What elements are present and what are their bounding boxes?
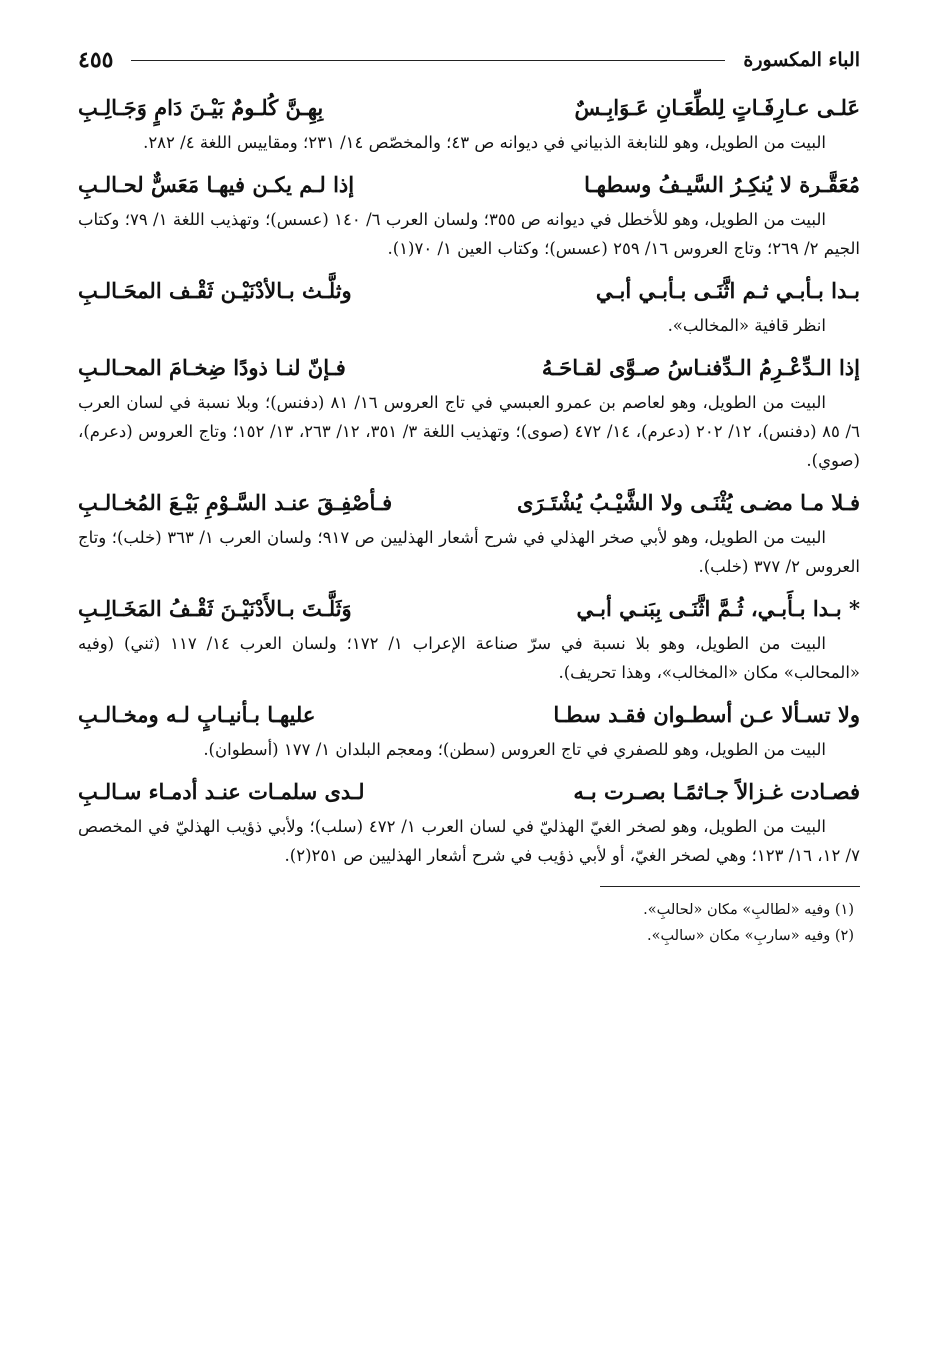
verse-entry [78, 271, 860, 340]
verse-entry [78, 695, 860, 764]
footnote: (١) وفيه «لطالبِ» مكان «لحالبِ». [643, 902, 854, 918]
first-hemistich: إذا الـدِّعْـرِمُ الـدِّفنـاسُ صـوَّى لقـاحَـهُ [541, 355, 860, 380]
page-number: ٤٥٥ [78, 47, 114, 73]
verse-entry [78, 589, 860, 687]
second-hemistich: فـأصْفِـقَ عنـد السَّـوْمِ بَيْـعَ المُخـالـبِ [78, 490, 393, 515]
verse-entry [78, 88, 860, 157]
verse-line [78, 695, 860, 735]
verse-entry [78, 483, 860, 581]
running-title: الباء المكسورة [743, 49, 860, 71]
verse-entry [78, 165, 860, 263]
verse-line [78, 165, 860, 205]
first-hemistich: * بـدا بـأَبـي، ثُـمَّ اثَّنَـى بِبَنـي أبـي [576, 596, 860, 621]
first-hemistich: فصـادت غـزالاً جـاثمًـا بصـرت بـه [573, 779, 860, 804]
source-note: البيت من الطويل، وهو بلا نسبة في سرّ صناعة الإعراب ١/ ١٧٢؛ ولسان العرب ١٤/ ١١٧ (ثني) (وفيه «المحالب» مكان «المخالب»، وهذا تحريف). [78, 634, 860, 682]
book-page [78, 40, 860, 1318]
first-hemistich: مُعَقَّـرة لا يُنكِـرُ السَّيـفُ وسطهـا [584, 172, 860, 197]
first-hemistich: ولا تسـألا عـن أسطـوان فقـد سطـا [553, 702, 860, 727]
source-note: البيت من الطويل، وهو للصفري في تاج العروس (سطن)؛ ومعجم البلدان ١/ ١٧٧ (أسطوان). [203, 740, 826, 759]
source-note: البيت من الطويل، وهو لصخر الغيّ الهذليّ في لسان العرب ١/ ٤٧٢ (سلب)؛ ولأبي ذؤيب الهذليّ في المخصص ٧/ ١٢، ١٦/ ١٢٣؛ وهي لصخر الغيّ، أو لأبي ذؤيب في شرح أشعار الهذليين ص ٢٥١(٢). [78, 817, 860, 865]
second-hemistich: وثلَّـث بـالأدْنَيْـن ثَقْـف المحَـالـبِ [78, 278, 352, 303]
first-hemistich: بـدا بـأبـي ثـم اثَّنَـى بـأبـي أبـي [595, 278, 860, 303]
verse-line [78, 88, 860, 128]
header-rule [131, 60, 725, 61]
verse-entry [78, 772, 860, 870]
footnotes [78, 897, 860, 949]
footnote-rule [600, 886, 860, 887]
verse-line [78, 589, 860, 629]
second-hemistich: لـدى سلمـات عنـد أدمـاء سـالـبِ [78, 779, 365, 804]
verse-line [78, 271, 860, 311]
second-hemistich: عليهـا بـأنيـابٍ لـه ومخـالـبِ [78, 702, 316, 727]
verse-line [78, 483, 860, 523]
source-note: البيت من الطويل، وهو للأخطل في ديوانه ص ٣٥٥؛ ولسان العرب ٦/ ١٤٠ (عسس)؛ وتهذيب اللغة ١/ ٧٩؛ وكتاب الجيم ٢/ ٢٦٩؛ وتاج العروس ١٦/ ٢٥٩ (عسس)؛ وكتاب العين ١/ ٧٠(١). [78, 210, 860, 258]
first-hemistich: عَلـى عـارِفَـاتٍ لِلطِّعَـانِ عَـوَابِـسٌ [574, 95, 860, 120]
verse-line [78, 772, 860, 812]
verse-line [78, 348, 860, 388]
second-hemistich: وَثَلَّـتَ بـالأَدْنَيْـنَ ثَقْـفُ المَخَـالِـبِ [78, 596, 352, 621]
second-hemistich: بِهِـنَّ كُلـومٌ بَيْـنَ دَامٍ وَجَـالِـبِ [78, 95, 324, 120]
source-note: البيت من الطويل، وهو للنابغة الذبياني في ديوانه ص ٤٣؛ والمخصّص ١٤/ ٢٣١؛ ومقاييس اللغة ٤/ ٢٨٢. [143, 133, 826, 152]
verse-entry [78, 348, 860, 475]
source-note: انظر قافية «المخالب». [667, 316, 826, 335]
first-hemistich: فـلا مـا مضـى يُثْنَـى ولا الشَّيْـبُ يُشْتَـرَى [517, 490, 860, 515]
page-header [78, 40, 860, 80]
source-note: البيت من الطويل، وهو لعاصم بن عمرو العبسي في تاج العروس ١٦/ ٨١ (دفنس)؛ وبلا نسبة في لسان العرب ٦/ ٨٥ (دفنس)، ١٢/ ٢٠٢ (دعرم)، ١٤/ ٤٧٢ (صوى)؛ وتهذيب اللغة ٣/ ٣٥١، ١٢/ ٢٦٣، ١٣/ ١٥٢؛ وتاج العروس (دعرم)، (صوي). [78, 393, 860, 470]
second-hemistich: فـإنّ لنـا ذودًا ضِخـامَ المحـالـبِ [78, 355, 346, 380]
footnote: (٢) وفيه «ساربِ» مكان «سالبِ». [646, 928, 854, 944]
source-note: البيت من الطويل، وهو لأبي صخر الهذلي في شرح أشعار الهذليين ص ٩١٧؛ ولسان العرب ١/ ٣٦٣ (خلب)؛ وتاج العروس ٢/ ٣٧٧ (خلب). [78, 528, 860, 576]
second-hemistich: إذا لـم يكـن فيهـا مَعَسٌّ لحـالـبِ [78, 172, 355, 197]
